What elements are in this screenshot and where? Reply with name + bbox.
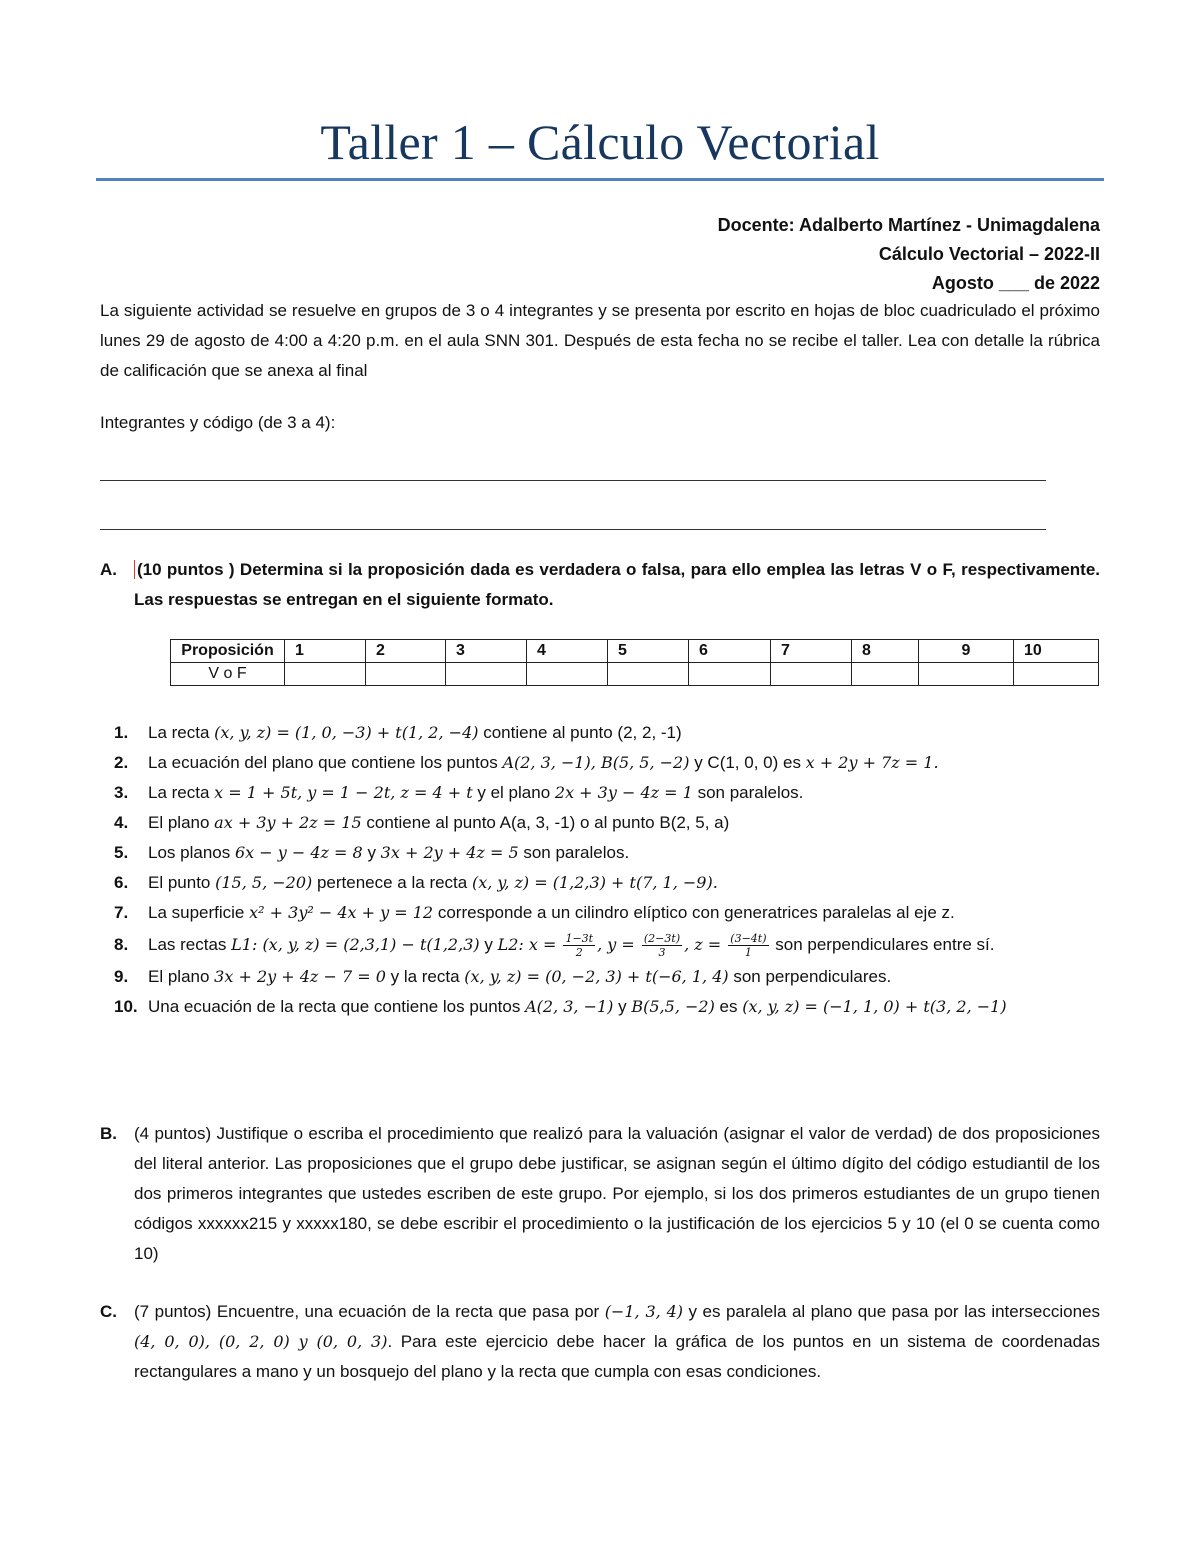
table-col-7: 7 bbox=[771, 640, 852, 663]
proposition-1: 1. La recta (x, y, z) = (1, 0, −3) + t(1, 2, −4) contiene al punto (2, 2, -1) bbox=[114, 723, 682, 742]
section-a bbox=[100, 555, 1100, 615]
answer-table bbox=[170, 639, 1099, 686]
title-underline bbox=[96, 178, 1104, 181]
answer-cell[interactable] bbox=[366, 663, 446, 686]
proposition-8: 8. Las rectas L1: (x, y, z) = (2,3,1) − t(1,2,3) y L2: x = $\frac{1-3t}{2}$ , y = $\frac{(2-3t)}{3}$ , z = $\frac{(3-4t)}{1}$ son perpendiculares entre sí. bbox=[114, 932, 995, 960]
proposition-10: 10. Una ecuación de la recta que contiene los puntos A(2, 3, −1) y B(5,5, −2) es (x, y, z) = (−1, 1, 0) + t(3, 2, −1) bbox=[114, 997, 1007, 1016]
section-c-label: C. bbox=[100, 1302, 117, 1321]
proposition-2: 2. La ecuación del plano que contiene los puntos A(2, 3, −1), B(5, 5, −2) y C(1, 0, 0) es x + 2y + 7z = 1. bbox=[114, 753, 939, 772]
answer-table-header-row bbox=[171, 640, 1099, 663]
proposition-4: 4. El plano ax + 3y + 2z = 15 contiene al punto A(a, 3, -1) o al punto B(2, 5, a) bbox=[114, 813, 730, 832]
answer-table-vf-row bbox=[171, 663, 1099, 686]
text-cursor bbox=[134, 560, 135, 579]
proposition-5: 5. Los planos 6x − y − 4z = 8 y 3x + 2y + 4z = 5 son paralelos. bbox=[114, 843, 630, 862]
section-c bbox=[100, 1297, 1100, 1387]
proposition-3: 3. La recta x = 1 + 5t, y = 1 − 2t, z = 4 + t y el plano 2x + 3y − 4z = 1 son paralelos. bbox=[114, 783, 804, 802]
members-blank-line-2[interactable] bbox=[100, 529, 1046, 530]
fraction-y: $\frac{(2-3t)}{3}$ bbox=[643, 932, 681, 960]
table-col-4: 4 bbox=[527, 640, 608, 663]
table-col-3: 3 bbox=[446, 640, 527, 663]
answer-cell[interactable] bbox=[852, 663, 919, 686]
document-title: Taller 1 – Cálculo Vectorial bbox=[320, 114, 880, 170]
answer-cell[interactable] bbox=[285, 663, 366, 686]
fraction-z: $\frac{(3-4t)}{1}$ bbox=[730, 932, 767, 960]
fraction-x: $\frac{1-3t}{2}$ bbox=[565, 932, 594, 960]
table-row-label: V o F bbox=[171, 663, 285, 686]
members-label: Integrantes y código (de 3 a 4): bbox=[100, 413, 336, 432]
table-col-1: 1 bbox=[285, 640, 366, 663]
table-header-label: Proposición bbox=[171, 640, 285, 663]
answer-cell[interactable] bbox=[608, 663, 689, 686]
section-a-label: A. bbox=[100, 560, 117, 579]
proposition-7: 7. La superficie x² + 3y² − 4x + y = 12 corresponde a un cilindro elíptico con generatrices paralelas al eje z. bbox=[114, 903, 955, 922]
section-c-text: (7 puntos) Encuentre, una ecuación de la recta que pasa por (−1, 3, 4) y es paralela al plano que pasa por las intersecciones (4, 0, 0), (0, 2, 0) y (0, 0, 3). Para este ejercicio debe hacer la gráfica de los puntos en un sistema de coordenadas rectangulares a mano y un bosquejo del plano y la recta que cumpla con esas condiciones. bbox=[134, 1302, 1100, 1381]
answer-cell[interactable] bbox=[689, 663, 771, 686]
table-col-10: 10 bbox=[1014, 640, 1099, 663]
proposition-9: 9. El plano 3x + 2y + 4z − 7 = 0 y la recta (x, y, z) = (0, −2, 3) + t(−6, 1, 4) son perpendiculares. bbox=[114, 967, 892, 986]
intro-paragraph: La siguiente actividad se resuelve en grupos de 3 o 4 integrantes y se presenta por escrito en hojas de bloc cuadriculado el próximo lunes 29 de agosto de 4:00 a 4:20 p.m. en el aula SNN 301. Después de esta fecha no se recibe el taller. Lea con detalle la rúbrica de calificación que se anexa al final bbox=[100, 301, 1100, 380]
table-col-2: 2 bbox=[366, 640, 446, 663]
date-line: Agosto ___ de 2022 bbox=[931, 273, 1100, 293]
table-col-9: 9 bbox=[919, 640, 1014, 663]
section-b-label: B. bbox=[100, 1124, 117, 1143]
table-col-8: 8 bbox=[852, 640, 919, 663]
table-col-5: 5 bbox=[608, 640, 689, 663]
proposition-6: 6. El punto (15, 5, −20) pertenece a la recta (x, y, z) = (1,2,3) + t(7, 1, −9). bbox=[114, 873, 718, 892]
course-line: Cálculo Vectorial – 2022-II bbox=[878, 244, 1100, 264]
section-a-text: (10 puntos ) Determina si la proposición dada es verdadera o falsa, para ello emplea las letras V o F, respectivamente. Las respuestas se entregan en el siguiente formato. bbox=[134, 560, 1100, 609]
answer-cell[interactable] bbox=[771, 663, 852, 686]
answer-cell[interactable] bbox=[1014, 663, 1099, 686]
section-b-text: (4 puntos) Justifique o escriba el procedimiento que realizó para la valuación (asignar el valor de verdad) de dos proposiciones del literal anterior. Las proposiciones que el grupo debe justificar, se asignan según el último dígito del código estudiantil de los dos primeros integrantes que ustedes escriben de este grupo. Por ejemplo, si los dos primeros estudiantes de un grupo tienen códigos xxxxxx215 y xxxxx180, se debe escribir el procedimiento o la justificación de los ejercicios 5 y 10 (el 0 se cuenta como 10) bbox=[134, 1124, 1100, 1263]
section-b bbox=[100, 1119, 1100, 1269]
answer-cell[interactable] bbox=[527, 663, 608, 686]
answer-cell[interactable] bbox=[919, 663, 1014, 686]
members-blank-line-1[interactable] bbox=[100, 480, 1046, 481]
teacher-line: Docente: Adalberto Martínez - Unimagdalena bbox=[717, 215, 1100, 235]
proposition-list bbox=[100, 718, 1100, 1022]
table-col-6: 6 bbox=[689, 640, 771, 663]
answer-cell[interactable] bbox=[446, 663, 527, 686]
